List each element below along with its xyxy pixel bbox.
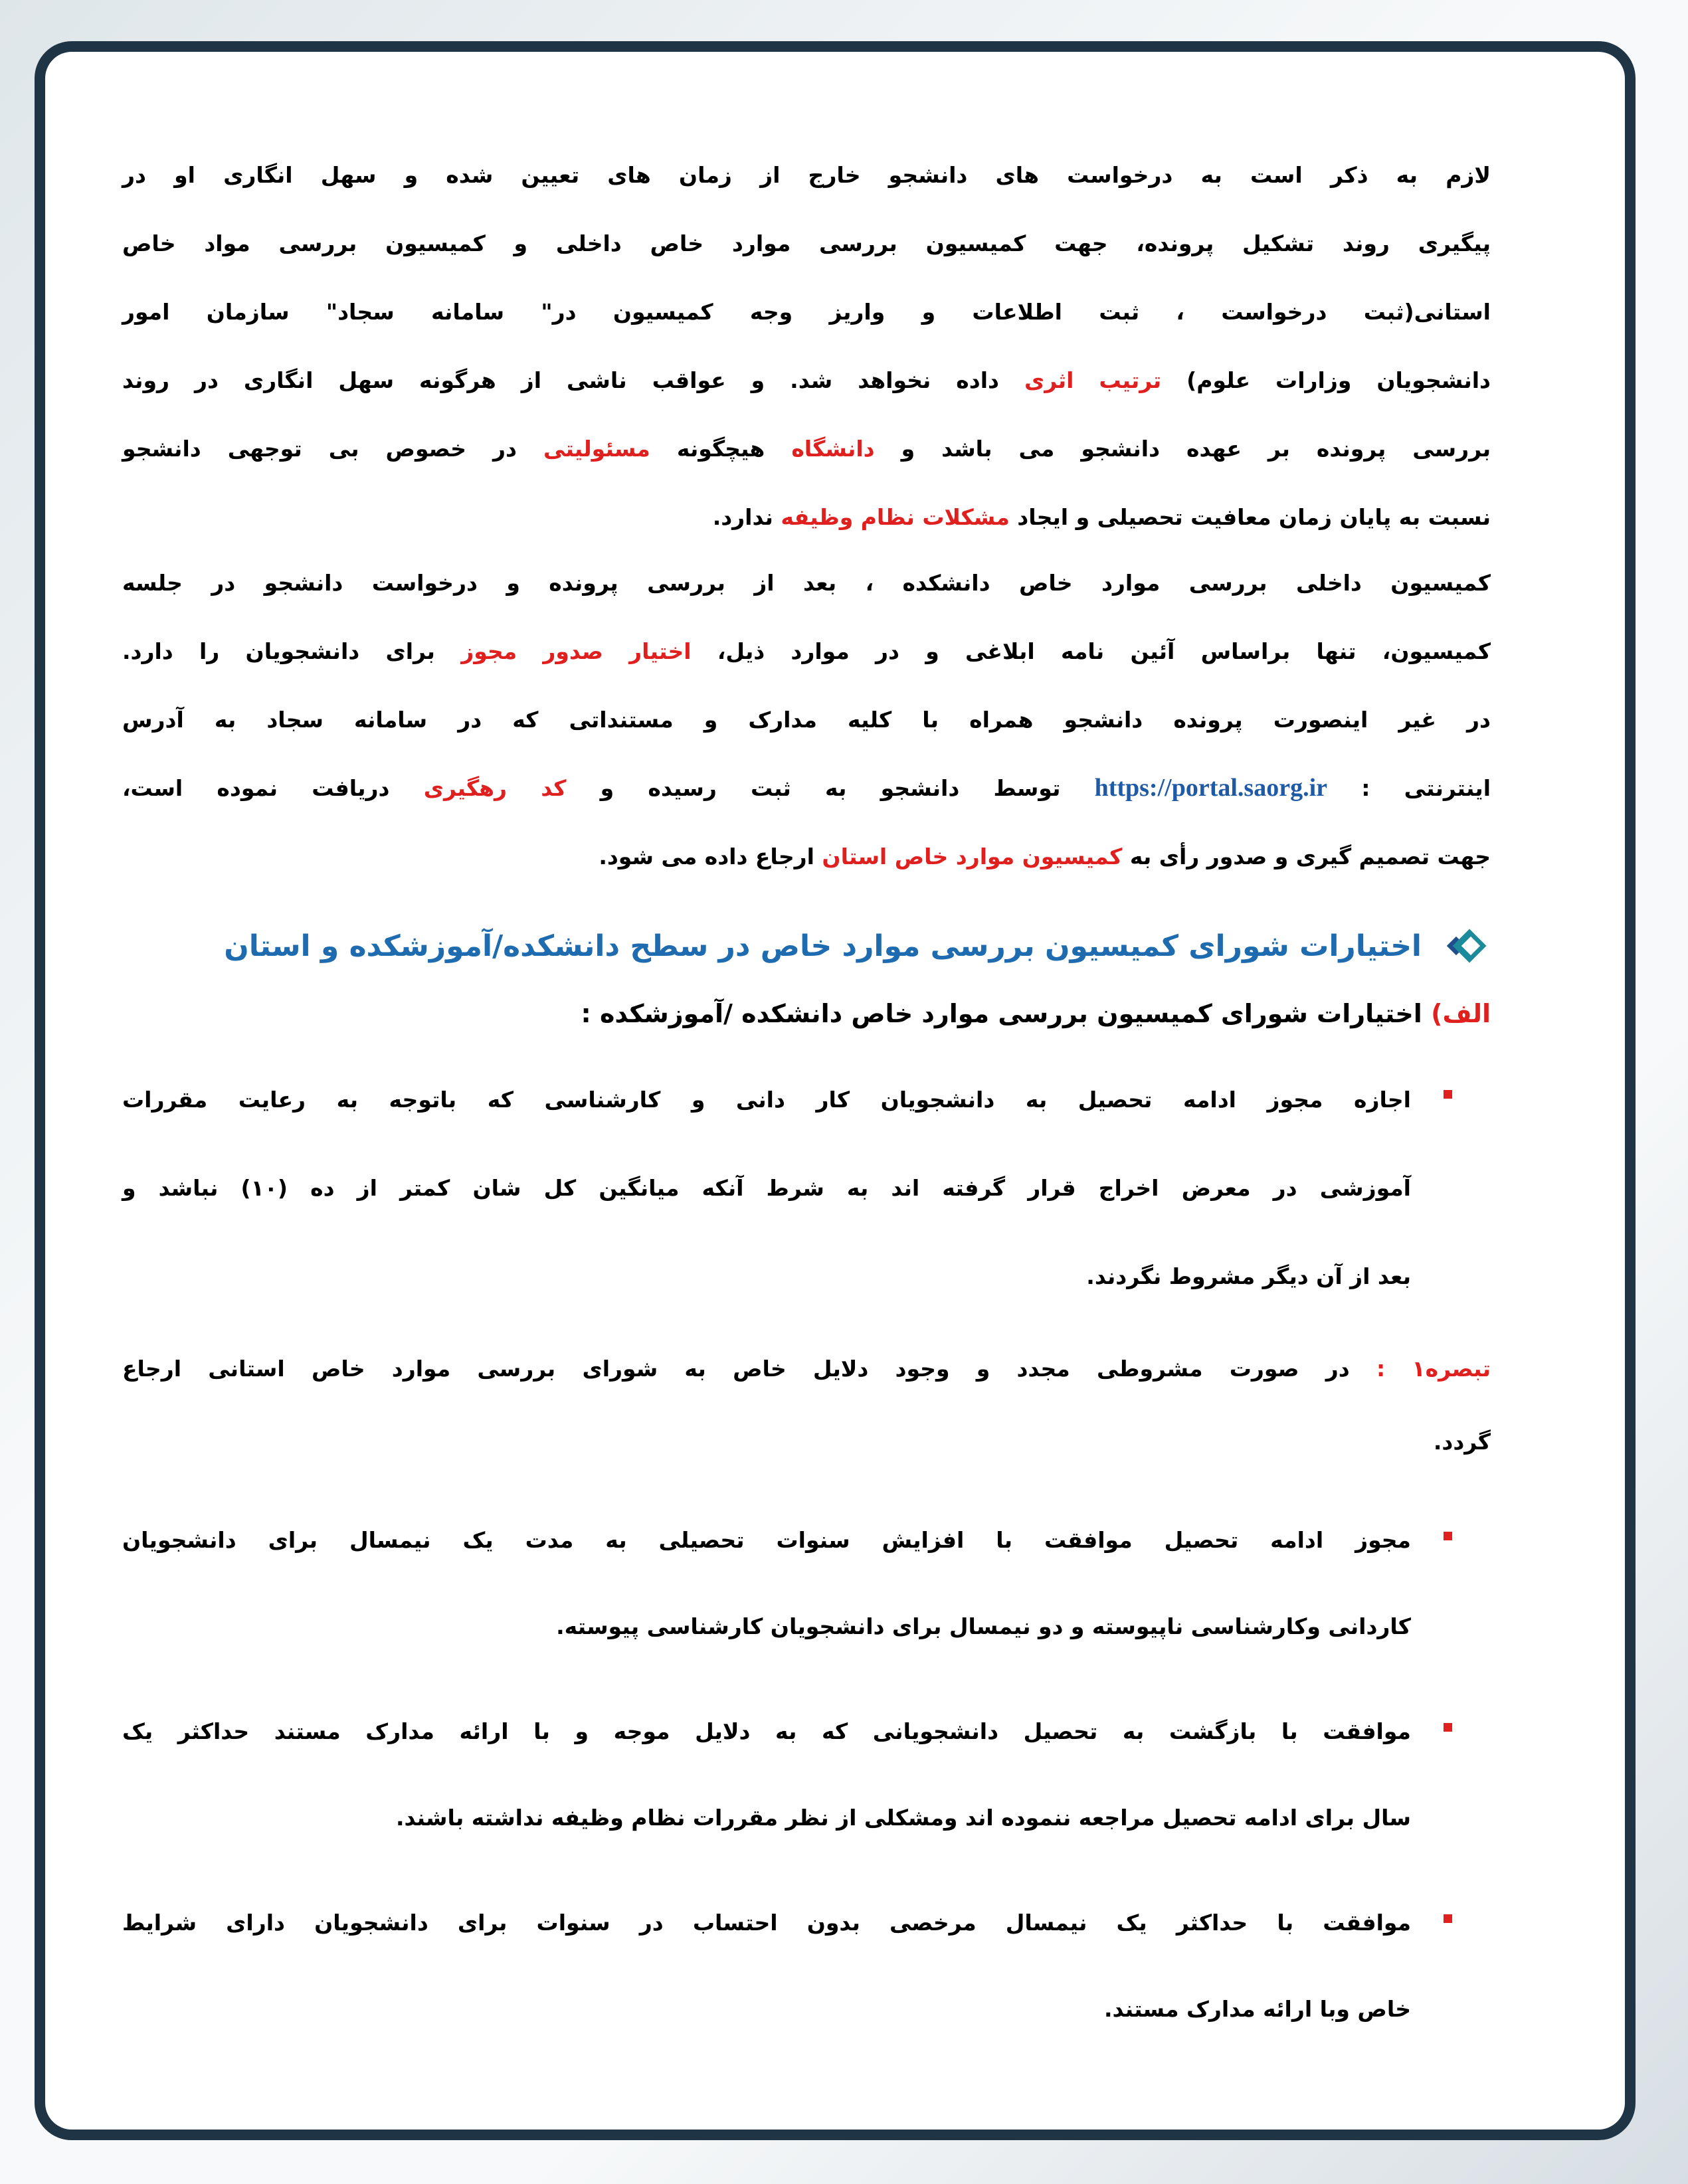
diamond-bullet-icon — [1448, 925, 1491, 967]
paragraph-line: استانی(ثبت درخواست ، ثبت اطلاعات و واریز وجه کمیسیون در" سامانه سجاد" سازمان امور — [122, 299, 1491, 325]
note-label: تبصره۱ : — [1376, 1356, 1491, 1382]
emphasis-text: ترتیب اثری — [1024, 367, 1162, 393]
list-item — [122, 1497, 1491, 1670]
section-heading-text: اختیارات شورای کمیسیون بررسی موارد خاص در سطح دانشکده/آموزشکده و استان — [224, 929, 1422, 963]
list-item-line: مجوز ادامه تحصیل موافقت با افزایش سنوات تحصیلی به مدت یک نیمسال برای دانشجویان — [122, 1527, 1411, 1553]
paragraph-line: لازم به ذکر است به درخواست های دانشجو خارج از زمان های تعیین شده و سهل انگاری او در — [122, 162, 1491, 188]
paragraph-line: بررسی پرونده بر عهده دانشجو می باشد و دانشگاه هیچگونه مسئولیتی در خصوص بی توجهی دانشجو — [122, 436, 1491, 462]
square-bullet-icon — [1444, 1914, 1452, 1923]
document-body — [122, 141, 1491, 2052]
note-line: تبصره۱ : در صورت مشروطی مجدد و وجود دلایل خاص به شورای بررسی موارد خاص استانی ارجاع — [122, 1356, 1491, 1382]
emphasis-text: دانشگاه — [791, 436, 875, 462]
square-bullet-icon — [1444, 1090, 1452, 1099]
paragraph-line: نسبت به پایان زمان معافیت تحصیلی و ایجاد مشکلات نظام وظیفه ندارد. — [712, 504, 1491, 530]
paragraph-line: کمیسیون داخلی بررسی موارد خاص دانشکده ، بعد از بررسی پرونده و درخواست دانشجو در جلسه — [122, 570, 1491, 596]
emphasis-text: مشکلات نظام وظیفه — [781, 504, 1010, 530]
list-item-line: بعد از آن دیگر مشروط نگردند. — [1086, 1263, 1411, 1289]
paragraph-line: جهت تصمیم گیری و صدور رأی به کمیسیون موارد خاص استان ارجاع داده می شود. — [599, 844, 1491, 869]
list-item-line: اجازه مجوز ادامه تحصیل به دانشجویان کار دانی و کارشناسی که باتوجه به رعایت مقررات — [122, 1087, 1411, 1113]
sub-heading — [122, 990, 1491, 1037]
paragraph-line: کمیسیون، تنها براساس آئین نامه ابلاغی و در موارد ذیل، اختیار صدور مجوز برای دانشجویان را دارد. — [122, 638, 1491, 664]
paragraph-internal-commission — [122, 549, 1491, 891]
square-bullet-icon — [1444, 1723, 1452, 1732]
emphasis-text: اختیار صدور مجوز — [461, 638, 692, 664]
list-item-line: خاص وبا ارائه مدارک مستند. — [1104, 1996, 1411, 2022]
paragraph-line: پیگیری روند تشکیل پرونده، جهت کمیسیون بررسی موارد خاص داخلی و کمیسیون بررسی مواد خاص — [122, 230, 1491, 256]
emphasis-text: کد رهگیری — [423, 775, 567, 801]
paragraph-late-requests — [122, 141, 1491, 551]
list-item-line: موافقت با حداکثر یک نیمسال مرخصی بدون احتساب در سنوات برای دانشجویان دارای شرایط — [122, 1910, 1411, 1936]
emphasis-text: کمیسیون موارد خاص استان — [822, 844, 1123, 869]
paragraph-line: دانشجویان وزارات علوم) ترتیب اثری داده نخواهد شد. و عواقب ناشی از هرگونه سهل انگاری در روند — [122, 367, 1491, 393]
list-item-line: کاردانی وکارشناسی ناپیوسته و دو نیمسال برای دانشجویان کارشناسی پیوسته. — [556, 1613, 1411, 1639]
list-item-line: موافقت با بازگشت به تحصیل دانشجویانی که به دلایل موجه و با ارائه مدارک مستند حداکثر یک — [122, 1718, 1411, 1744]
list-item — [122, 1880, 1491, 2052]
portal-link[interactable]: https://portal.saorg.ir — [1094, 774, 1327, 802]
square-bullet-icon — [1444, 1532, 1452, 1540]
section-heading — [122, 916, 1491, 976]
paragraph-line: در غیر اینصورت پرونده دانشجو همراه با کلیه مدارک و مستنداتی که در سامانه سجاد به آدرس — [122, 707, 1491, 733]
sub-heading-text: اختیارات شورای کمیسیون بررسی موارد خاص دانشکده /آموزشکده : — [581, 999, 1422, 1028]
list-item — [122, 1055, 1491, 1320]
note-line: گردد. — [1433, 1429, 1491, 1455]
paragraph-line: اینترنتی : https://portal.saorg.ir توسط دانشجو به ثبت رسیده و کد رهگیری دریافت نموده است، — [122, 774, 1491, 802]
list-item-line: سال برای ادامه تحصیل مراجعه ننموده اند ومشکلی از نظر مقررات نظام وظیفه نداشته باشند. — [395, 1805, 1411, 1831]
list-item — [122, 1688, 1491, 1861]
sub-heading-prefix: الف) — [1431, 999, 1491, 1028]
emphasis-text: مسئولیتی — [543, 436, 650, 462]
list-item-line: آموزشی در معرض اخراج قرار گرفته اند به شرط آنکه میانگین کل شان کمتر از ده (۱۰) نباشد و — [122, 1175, 1411, 1201]
note-paragraph — [122, 1332, 1491, 1479]
